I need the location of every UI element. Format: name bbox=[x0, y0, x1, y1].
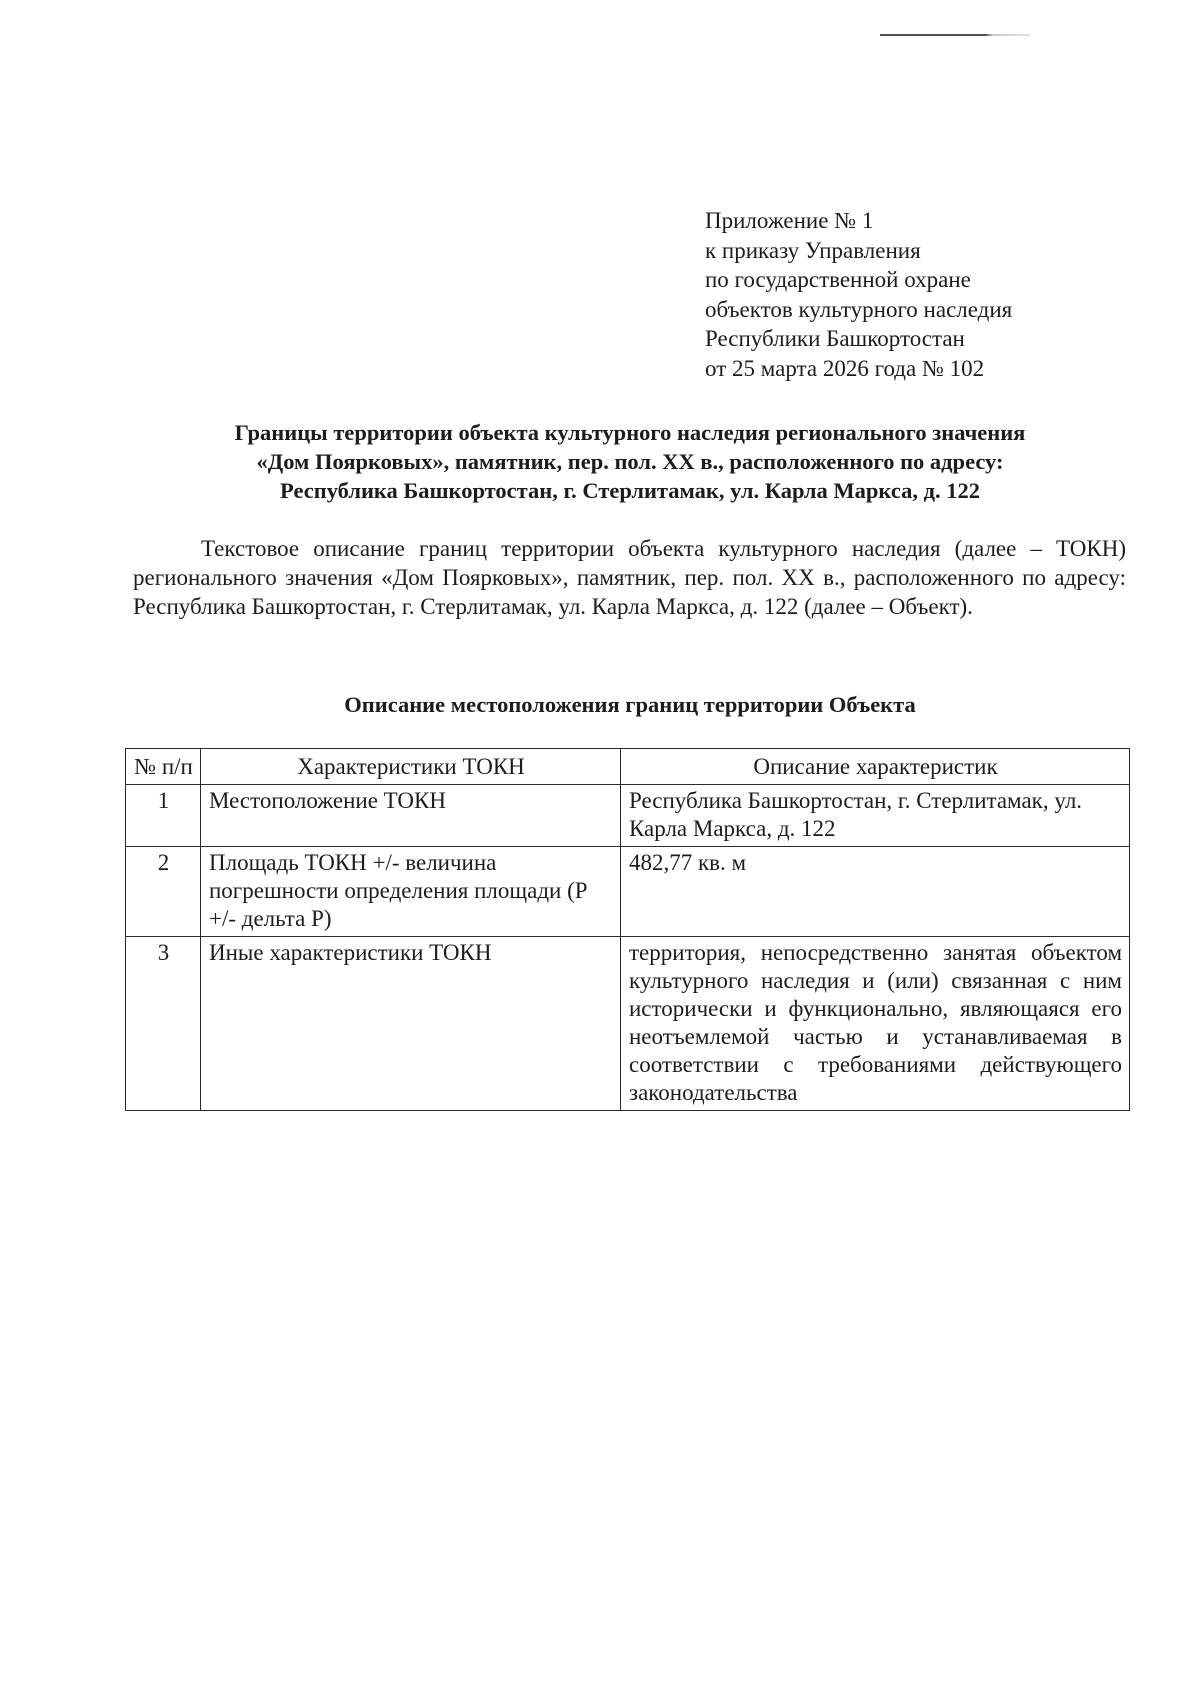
document-title bbox=[120, 418, 1140, 505]
title-line: Республика Башкортостан, г. Стерлитамак, ул. Карла Маркса, д. 122 bbox=[280, 478, 980, 503]
row-num: 3 bbox=[126, 937, 201, 1111]
table-row bbox=[126, 937, 1130, 1111]
row-num: 1 bbox=[126, 785, 201, 847]
appendix-line: Республики Башкортостан bbox=[705, 326, 965, 352]
table-row bbox=[126, 785, 1130, 847]
appendix-line: к приказу Управления bbox=[705, 237, 921, 263]
row-description: территория, непосредственно занятая объектом культурного наследия и (или) связанная с ним исторически и функционально, являющаяся его неотъемлемой частью и устанавливаемая в соответствии с требованиями действующего законодательства bbox=[621, 937, 1130, 1111]
header-characteristic: Характеристики ТОКН bbox=[201, 749, 621, 785]
row-characteristic: Иные характеристики ТОКН bbox=[201, 937, 621, 1111]
appendix-line: от 25 марта 2026 года № 102 bbox=[705, 355, 985, 381]
appendix-line: объектов культурного наследия bbox=[705, 296, 1013, 322]
appendix-line: Приложение № 1 bbox=[705, 208, 874, 233]
header-num: № п/п bbox=[126, 749, 201, 785]
intro-paragraph: Текстовое описание границ территории объекта культурного наследия (далее – ТОКН) регионального значения «Дом Поярковых», памятник, пер. пол. XX в., расположенного по адресу: Республика Башкортостан, г. Стерлитамак, ул. Карла Маркса, д. 122 (далее – Объект). bbox=[133, 536, 1126, 619]
header-description: Описание характеристик bbox=[621, 749, 1130, 785]
row-description: Республика Башкортостан, г. Стерлитамак, ул. Карла Маркса, д. 122 bbox=[621, 785, 1130, 847]
title-line: Границы территории объекта культурного наследия регионального значения bbox=[234, 420, 1026, 445]
row-description: 482,77 кв. м bbox=[621, 847, 1130, 937]
row-characteristic: Площадь ТОКН +/- величина погрешности определения площади (Р +/- дельта Р) bbox=[201, 847, 621, 937]
row-characteristic: Местоположение ТОКН bbox=[201, 785, 621, 847]
table-row bbox=[126, 847, 1130, 937]
row-num: 2 bbox=[126, 847, 201, 937]
appendix-block bbox=[705, 206, 1125, 384]
table-header-row bbox=[126, 749, 1130, 785]
scan-artifact-line bbox=[880, 34, 1030, 36]
table-title: Описание местоположения границ территории Объекта bbox=[344, 692, 916, 717]
appendix-line: по государственной охране bbox=[705, 267, 971, 293]
characteristics-table bbox=[125, 748, 1130, 1111]
title-line: «Дом Поярковых», памятник, пер. пол. XX в., расположенного по адресу: bbox=[256, 449, 1004, 474]
